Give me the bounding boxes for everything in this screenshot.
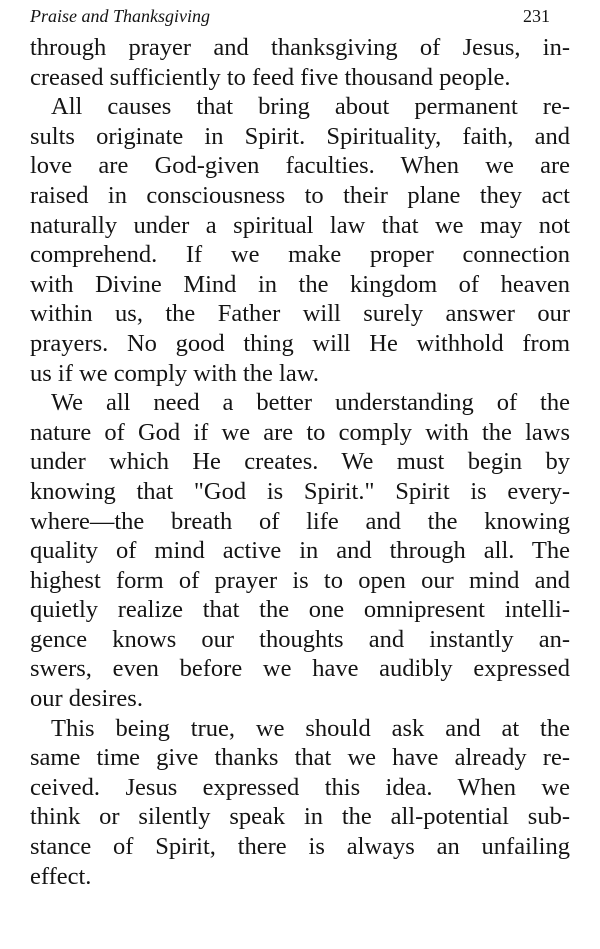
- text-line: where—the breath of life and the knowing: [30, 507, 570, 535]
- text-line: This being true, we should ask and at the: [51, 714, 570, 742]
- text-line: All causes that bring about permanent re-: [51, 93, 570, 121]
- text-line: quality of mind active in and through all. The: [30, 537, 570, 565]
- text-line: effect.: [30, 862, 92, 890]
- text-line: swers, even before we have audibly expressed: [30, 655, 570, 683]
- text-line: stance of Spirit, there is always an unfailing: [30, 833, 570, 861]
- text-line: highest form of prayer is to open our mind and: [30, 566, 570, 594]
- text-line: same time give thanks that we have already re-: [30, 744, 570, 772]
- text-line: gence knows our thoughts and instantly an-: [30, 625, 570, 653]
- text-line: sults originate in Spirit. Spirituality, faith, and: [30, 122, 570, 150]
- page-header: [30, 6, 570, 32]
- text-line: through prayer and thanksgiving of Jesus, in-: [30, 34, 570, 61]
- text-line: nature of God if we are to comply with the laws: [30, 418, 570, 446]
- text-line: our desires.: [30, 685, 143, 713]
- text-line: with Divine Mind in the kingdom of heaven: [30, 270, 570, 298]
- text-line: us if we comply with the law.: [30, 359, 319, 387]
- text-line: knowing that "God is Spirit." Spirit is every-: [30, 477, 570, 505]
- body-text: [30, 33, 570, 891]
- running-head: Praise and Thanksgiving: [30, 6, 210, 26]
- text-line: naturally under a spiritual law that we may not: [30, 211, 570, 239]
- text-line: We all need a better understanding of the: [51, 389, 570, 417]
- text-line: quietly realize that the one omnipresent intelli-: [30, 596, 570, 624]
- text-line: ceived. Jesus expressed this idea. When we: [30, 773, 570, 801]
- text-line: within us, the Father will surely answer our: [30, 300, 570, 328]
- text-line: prayers. No good thing will He withhold from: [30, 329, 570, 357]
- text-line: love are God-given faculties. When we are: [30, 152, 570, 180]
- text-line: comprehend. If we make proper connection: [30, 241, 570, 269]
- text-line: raised in consciousness to their plane they act: [30, 181, 570, 209]
- text-line: creased sufficiently to feed five thousand people.: [30, 63, 511, 91]
- page-number: 231: [523, 6, 550, 26]
- text-line: under which He creates. We must begin by: [30, 448, 570, 476]
- text-line: think or silently speak in the all-potential sub-: [30, 803, 570, 831]
